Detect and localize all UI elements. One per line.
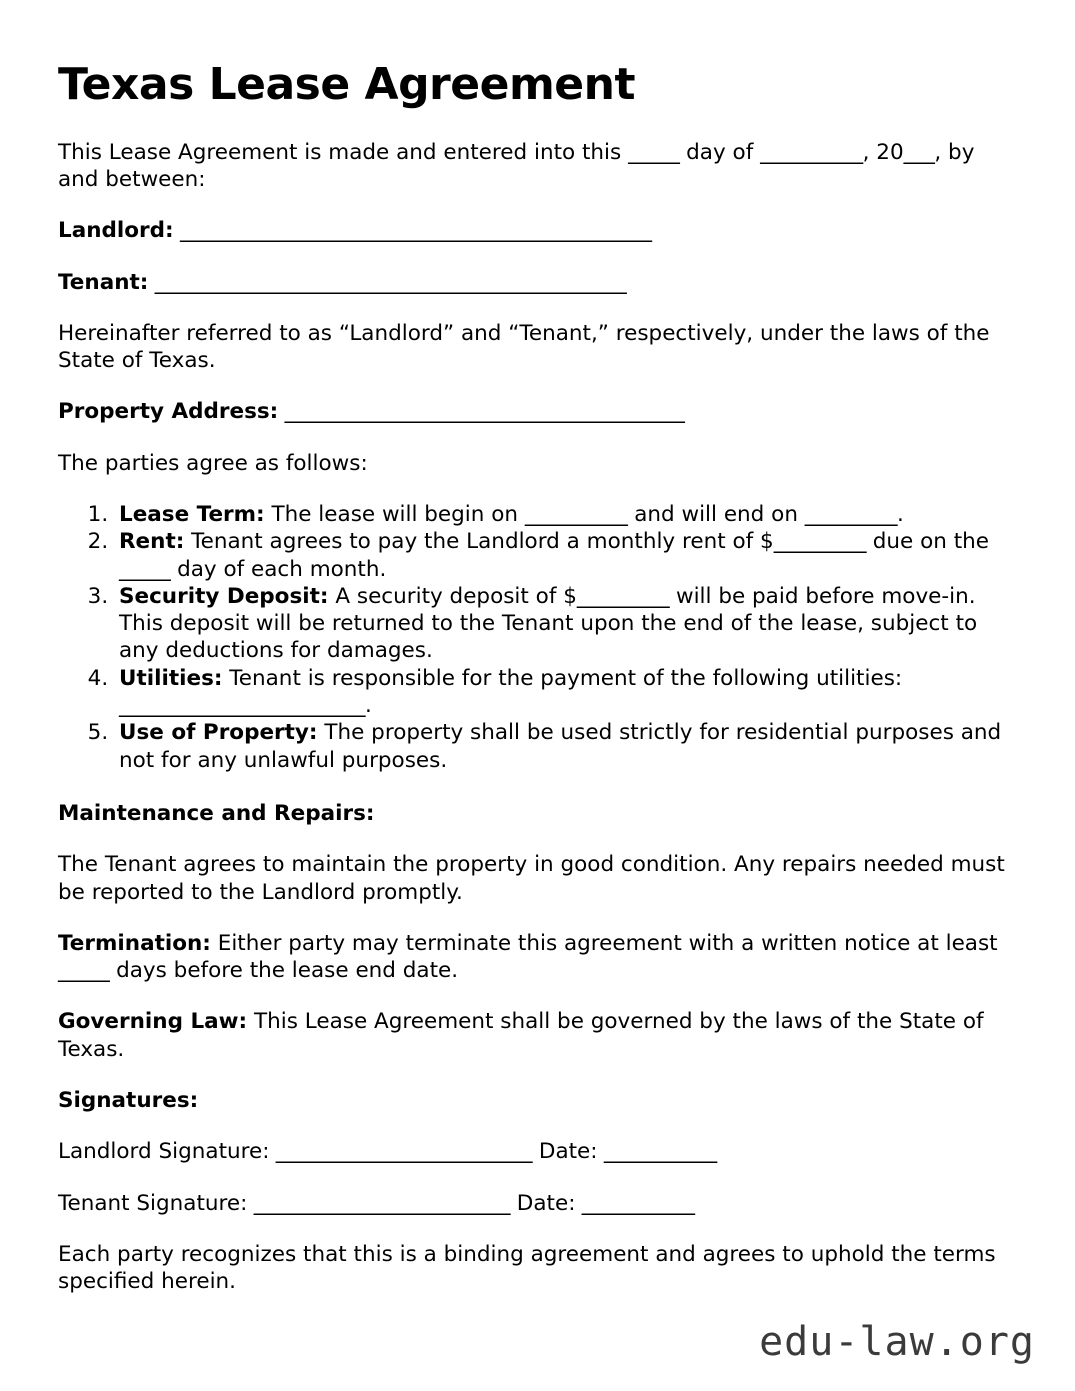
term-text-1: Tenant is responsible for the payment of the following utilities:	[222, 665, 903, 691]
governing-law-paragraph	[58, 1008, 1018, 1063]
governing-law-text: This Lease Agreement shall be governed by the laws of the State of Texas.	[58, 1009, 984, 1062]
signatures-heading	[58, 1087, 1018, 1114]
term-text-1: A security deposit of $	[328, 583, 577, 609]
landlord-blank: ______________________________________________	[173, 218, 652, 244]
term-text-3: .	[897, 502, 904, 527]
term-text-3: day of each month.	[170, 556, 387, 582]
term-label: Rent:	[119, 529, 185, 555]
terms-list	[58, 501, 1018, 774]
list-item	[115, 501, 1018, 528]
termination-paragraph	[58, 930, 1018, 985]
maintenance-heading	[58, 800, 1018, 827]
property-address-label: Property Address:	[58, 399, 279, 425]
tenant-field	[58, 269, 1018, 296]
term-label: Use of Property:	[119, 720, 318, 746]
landlord-date-label: Date:	[532, 1139, 598, 1165]
term-label: Security Deposit:	[119, 583, 329, 609]
tenant-signature-row	[58, 1190, 1018, 1217]
intro-paragraph	[58, 139, 1018, 194]
property-address-field	[58, 398, 1018, 425]
document-body	[58, 59, 1018, 1320]
landlord-label: Landlord:	[58, 218, 174, 244]
term-blank-2: _________	[804, 502, 898, 527]
term-text-1: The property shall be used strictly for residential purposes and not for any unlawful purposes.	[119, 720, 1002, 773]
maintenance-body: The Tenant agrees to maintain the property in good condition. Any repairs needed must be reported to the Landlord promptly.	[58, 852, 1005, 905]
list-item	[115, 719, 1018, 774]
landlord-signature-row	[58, 1138, 1018, 1165]
maintenance-heading-text: Maintenance and Repairs:	[58, 800, 375, 826]
closing-paragraph: Each party recognizes that this is a binding agreement and agrees to uphold the terms specified herein.	[58, 1241, 996, 1295]
agree-intro: The parties agree as follows:	[58, 450, 368, 476]
term-blank-2: _____	[119, 556, 171, 582]
landlord-field	[58, 217, 1018, 244]
term-text-1: The lease will begin on	[264, 502, 525, 527]
hereinafter-paragraph: Hereinafter referred to as “Landlord” and “Tenant,” respectively, under the laws of the State of Texas.	[58, 320, 990, 374]
intro-year-blank: ___	[903, 139, 935, 165]
landlord-signature-label: Landlord Signature:	[58, 1139, 270, 1165]
governing-law-label: Governing Law:	[58, 1009, 248, 1035]
termination-text-2: days before the lease end date.	[109, 958, 459, 984]
tenant-label: Tenant:	[58, 269, 149, 295]
intro-month-blank: __________	[760, 139, 863, 165]
intro-day-blank: _____	[628, 139, 680, 165]
page-title: Texas Lease Agreement	[58, 59, 635, 110]
term-blank-1: _________	[576, 583, 670, 609]
term-label: Utilities:	[119, 665, 223, 691]
termination-label: Termination:	[58, 930, 211, 956]
tenant-signature-label: Tenant Signature:	[58, 1190, 248, 1216]
signatures-heading-text: Signatures:	[58, 1088, 199, 1114]
list-item	[115, 665, 1018, 720]
term-text-2: will be paid before move-in. This deposit will be returned to the Tenant upon the end of the lease, subject to any deductions for damages.	[119, 583, 978, 664]
tenant-signature-blank: _________________________	[247, 1190, 510, 1216]
list-item	[115, 583, 1018, 665]
site-watermark: edu-law.org	[759, 1319, 1035, 1365]
list-item	[115, 528, 1018, 583]
intro-text-part1: This Lease Agreement is made and entered into this	[58, 139, 629, 165]
tenant-date-blank: ___________	[575, 1190, 695, 1216]
term-text-2: .	[365, 693, 372, 719]
property-address-blank: _______________________________________	[278, 399, 685, 425]
tenant-blank: ______________________________________________	[148, 269, 627, 295]
term-label: Lease Term:	[119, 502, 265, 527]
term-blank-1: _________	[773, 529, 866, 555]
termination-blank: _____	[58, 958, 110, 984]
intro-text-part2: day of	[679, 139, 761, 165]
landlord-signature-blank: _________________________	[269, 1139, 533, 1165]
termination-text-1: Either party may terminate this agreement with a written notice at least	[210, 930, 998, 956]
intro-text-part3: , 20	[862, 139, 904, 165]
term-blank-1: __________	[524, 502, 628, 527]
intro-text-part4: , by and between:	[58, 139, 975, 192]
term-text-1: Tenant agrees to pay the Landlord a monthly rent of $	[184, 529, 774, 555]
term-text-2: and will end on	[627, 502, 805, 527]
term-text-2: due on the	[865, 529, 990, 555]
tenant-date-label: Date:	[509, 1190, 576, 1216]
term-blank-1: ________________________	[119, 693, 365, 719]
landlord-date-blank: ___________	[597, 1139, 717, 1165]
